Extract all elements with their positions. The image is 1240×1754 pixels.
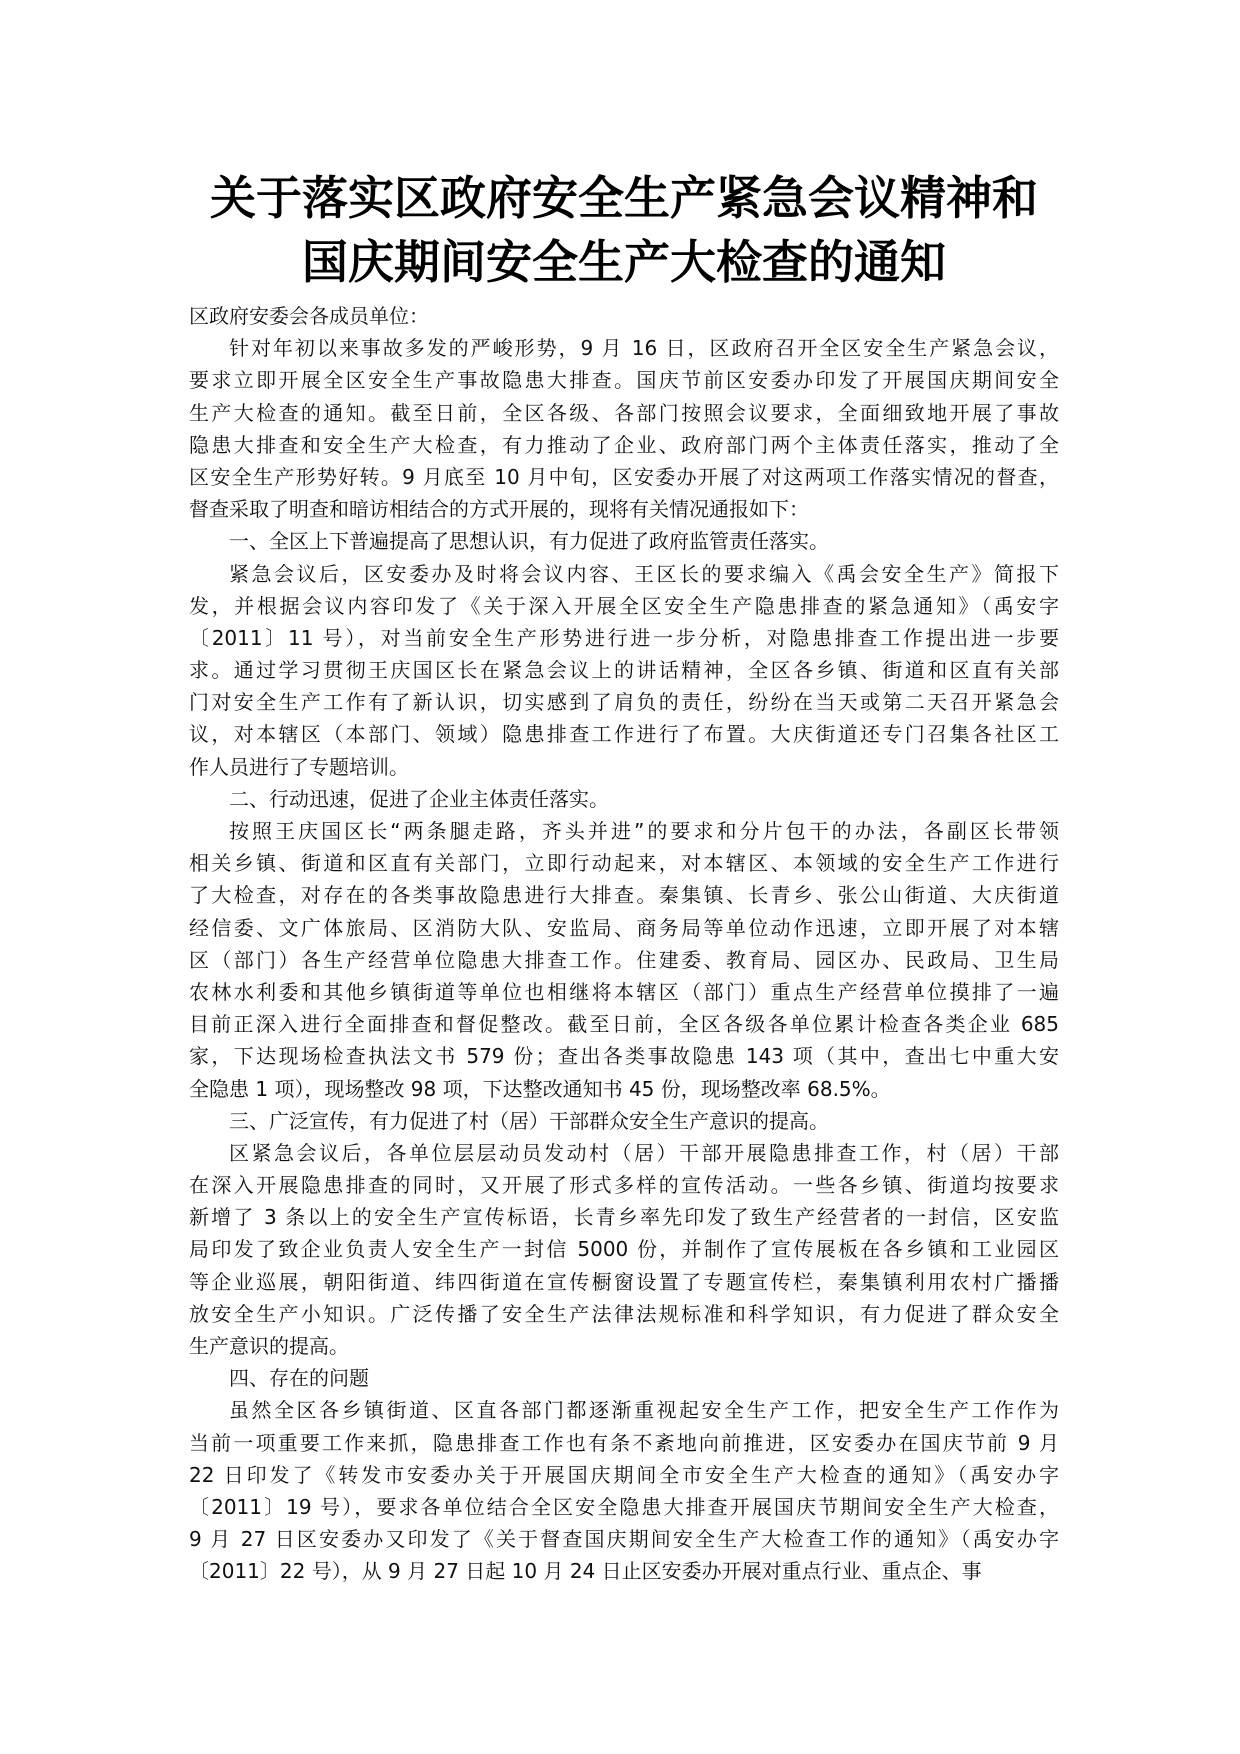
paragraph-line: 〔2011〕19 号），要求各单位结合全区安全隐患大排查开展国庆节期间安全生产大检查，: [189, 1494, 1059, 1519]
paragraph-line: 经信委、文广体旅局、区消防大队、安监局、商务局等单位动作迅速，立即开展了对本辖: [189, 915, 1059, 940]
paragraph-line: 紧急会议后，区安委办及时将会议内容、王区长的要求编入《禹会安全生产》简报下: [229, 561, 1059, 586]
paragraph-line: 农林水利委和其他乡镇街道等单位也相继将本辖区（部门）重点生产经营单位摸排了一遍: [189, 979, 1059, 1004]
paragraph-line: 等企业巡展，朝阳街道、纬四街道在宣传橱窗设置了专题宣传栏，秦集镇利用农村广播播: [189, 1269, 1059, 1294]
paragraph-line: 督查采取了明查和暗访相结合的方式开展的，现将有关情况通报如下：: [189, 497, 809, 522]
paragraph: [189, 525, 1059, 557]
addressee: 区政府安委会各成员单位：: [189, 304, 429, 328]
paragraph-line: 作人员进行了专题培训。: [189, 754, 409, 779]
paragraph-line: 按照王庆国区长“两条腿走路，齐头并进”的要求和分片包干的办法，各副区长带领: [229, 819, 1059, 843]
paragraph-line: 新增了 3 条以上的安全生产宣传标语，长青乡率先印发了致生产经营者的一封信，区安监: [189, 1205, 1059, 1230]
document-title: [189, 166, 1059, 294]
paragraph-line: 放安全生产小知识。广泛传播了安全生产法律法规标准和科学知识，有力促进了群众安全: [189, 1301, 1059, 1326]
paragraph: [189, 1105, 1059, 1137]
paragraph-line: 隐患大排查和安全生产大检查，有力推动了企业、政府部门两个主体责任落实，推动了全: [189, 432, 1059, 457]
paragraph-line: 发，并根据会议内容印发了《关于深入开展全区安全生产隐患排查的紧急通知》（禹安字: [189, 593, 1059, 618]
paragraph-line: 〔2011〕22 号），从 9 月 27 日起 10 月 24 日止区安委办开展对重点行业、重点企、事: [189, 1559, 982, 1584]
paragraph-line: 相关乡镇、街道和区直有关部门，立即行动起来，对本辖区、本领域的安全生产工作进行: [189, 851, 1059, 876]
paragraph: [189, 783, 1059, 815]
paragraph-line: 求。通过学习贯彻王庆国区长在紧急会议上的讲话精神，全区各乡镇、街道和区直有关部: [189, 658, 1059, 683]
paragraph-line: 二、行动迅速，促进了企业主体责任落实。: [229, 786, 609, 811]
paragraph-line: 在深入开展隐患排查的同时，又开展了形式多样的宣传活动。一些各乡镇、街道均按要求: [189, 1173, 1059, 1198]
paragraph-line: 区紧急会议后，各单位层层动员发动村（居）干部开展隐患排查工作，村（居）干部: [229, 1140, 1059, 1165]
paragraph: [189, 1137, 1059, 1362]
title-line-1: 关于落实区政府安全生产紧急会议精神和: [210, 171, 1038, 225]
paragraph-line: 虽然全区各乡镇街道、区直各部门都逐渐重视起安全生产工作，把安全生产工作作为: [229, 1398, 1059, 1423]
paragraph: [189, 558, 1059, 783]
paragraph-line: 〔2011〕11 号），对当前安全生产形势进行进一步分析，对隐患排查工作提出进一步要: [189, 625, 1059, 650]
paragraph-line: 了大检查，对存在的各类事故隐患进行大排查。秦集镇、长青乡、张公山街道、大庆街道: [189, 883, 1059, 908]
paragraph-line: 22 日印发了《转发市安委办关于开展国庆期间全市安全生产大检查的通知》（禹安办字: [189, 1462, 1059, 1487]
paragraph: [189, 815, 1059, 1105]
title-line-2: 国庆期间安全生产大检查的通知: [302, 235, 946, 289]
paragraph-line: 当前一项重要工作来抓，隐患排查工作也有条不紊地向前推进，区安委办在国庆节前 9 月: [189, 1430, 1059, 1455]
paragraph-line: 议，对本辖区（本部门、领域）隐患排查工作进行了布置。大庆街道还专门召集各社区工: [189, 722, 1059, 747]
paragraph-line: 一、全区上下普遍提高了思想认识，有力促进了政府监管责任落实。: [229, 529, 829, 554]
paragraph-line: 9 月 27 日区安委办又印发了《关于督查国庆期间安全生产大检查工作的通知》（禹安办字: [189, 1527, 1059, 1552]
paragraph-line: 区（部门）各生产经营单位隐患大排查工作。住建委、教育局、园区办、民政局、卫生局: [189, 947, 1059, 972]
paragraph-line: 要求立即开展全区安全生产事故隐患大排查。国庆节前区安委办印发了开展国庆期间安全: [189, 368, 1059, 393]
paragraph: [189, 332, 1059, 525]
paragraph: [189, 1362, 1059, 1394]
paragraph-line: 区安全生产形势好转。9 月底至 10 月中旬，区安委办开展了对这两项工作落实情况的督查，: [189, 464, 1059, 489]
paragraph-line: 针对年初以来事故多发的严峻形势，9 月 16 日，区政府召开全区安全生产紧急会议，: [229, 336, 1059, 361]
paragraph-line: 局印发了致企业负责人安全生产一封信 5000 份，并制作了宣传展板在各乡镇和工业园区: [189, 1237, 1059, 1262]
paragraph: [189, 1394, 1059, 1587]
paragraph-line: 全隐患 1 项），现场整改 98 项，下达整改通知书 45 份，现场整改率 68.5%。: [189, 1076, 891, 1101]
paragraph-line: 门对安全生产工作有了新认识，切实感到了肩负的责任，纷纷在当天或第二天召开紧急会: [189, 690, 1059, 715]
paragraph-line: 目前正深入进行全面排查和督促整改。截至日前，全区各级各单位累计检查各类企业 685: [189, 1012, 1059, 1037]
paragraph-line: 家，下达现场检查执法文书 579 份；查出各类事故隐患 143 项（其中，查出七中重大安: [189, 1044, 1059, 1069]
document-body: [189, 300, 1059, 1588]
paragraph-line: 四、存在的问题: [229, 1366, 369, 1391]
paragraph-line: 三、广泛宣传，有力促进了村（居）干部群众安全生产意识的提高。: [229, 1108, 829, 1133]
document-page: [189, 166, 1059, 1588]
paragraph-line: 生产意识的提高。: [189, 1334, 349, 1358]
paragraph-line: 生产大检查的通知。截至日前，全区各级、各部门按照会议要求，全面细致地开展了事故: [189, 400, 1059, 425]
